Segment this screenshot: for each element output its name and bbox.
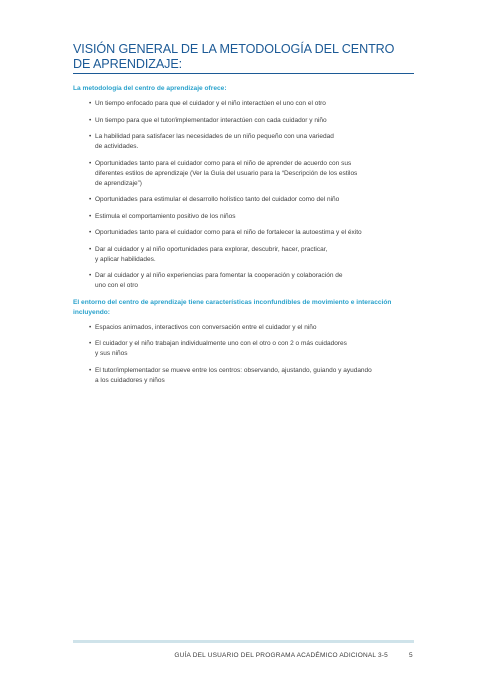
list-item: • Oportunidades para estimular el desarrollo holístico tanto del cuidador como del niño <box>89 196 340 203</box>
title-underline <box>73 73 414 74</box>
bullet-icon: • <box>89 366 92 374</box>
bullet-icon: • <box>89 159 92 167</box>
bullet-icon: • <box>89 133 92 140</box>
bullet-icon: • <box>89 340 92 347</box>
footer-title: GUÍA DEL USUARIO DEL PROGRAMA ACADÉMICO ADICIONAL 3-5 <box>174 652 388 659</box>
list-item: • Estimula el comportamiento positivo de los niños <box>89 212 236 220</box>
footer-divider <box>73 640 414 643</box>
environment-list <box>73 323 418 386</box>
list-item: • Oportunidades tanto para el cuidador como para el niño de fortalecer la autoestima y el éxito <box>89 229 362 236</box>
bullet-icon: • <box>89 116 92 124</box>
list-item: • Un tiempo para que el tutor/implementador interactúen con cada cuidador y niño <box>89 116 327 124</box>
page-number: 5 <box>409 652 413 659</box>
bullet-icon: • <box>89 212 92 220</box>
main-content <box>73 84 418 392</box>
list-item: • Espacios animados, interactivos con conversación entre el cuidador y el niño <box>89 323 317 331</box>
bullet-icon: • <box>89 323 92 331</box>
list-item: • Oportunidades tanto para el cuidador como para el niño de aprender de acuerdo con sus diferentes estilos de aprendizaje (Ver la Guía del usuario para la “Descripción de los estilos de aprendizaje”) <box>89 159 358 187</box>
bullet-icon: • <box>89 100 92 107</box>
page-title: VISIÓN GENERAL DE LA METODOLOGÍA DEL CENTRO DE APRENDIZAJE: <box>73 42 395 71</box>
bullet-icon: • <box>89 272 92 279</box>
bullet-icon: • <box>89 245 92 253</box>
list-item: • El tutor/implementador se mueve entre los centros: observando, ajustando, guiando y ayudando a los cuidadores y niños <box>89 366 372 384</box>
list-item: • Dar al cuidador y al niño oportunidades para explorar, descubrir, hacer, practicar, y aplicar habilidades. <box>89 245 328 263</box>
list-item: • El cuidador y el niño trabajan individualmente uno con el otro o con 2 o más cuidadores y sus niños <box>89 340 347 357</box>
bullet-icon: • <box>89 196 92 203</box>
methodology-list <box>73 99 418 291</box>
list-item: • Dar al cuidador y al niño experiencias para fomentar la cooperación y colaboración de uno con el otro <box>89 272 343 289</box>
list-item: • Un tiempo enfocado para que el cuidador y el niño interactúen el uno con el otro <box>89 100 326 107</box>
section-heading-environment: El entorno del centro de aprendizaje tiene características inconfundibles de movimiento e interacción incluyendo: <box>73 298 392 316</box>
list-item: • La habilidad para satisfacer las necesidades de un niño pequeño con una variedad de actividades. <box>89 133 334 150</box>
bullet-icon: • <box>89 229 92 236</box>
section-heading-methodology: La metodología del centro de aprendizaje ofrece: <box>73 85 227 92</box>
